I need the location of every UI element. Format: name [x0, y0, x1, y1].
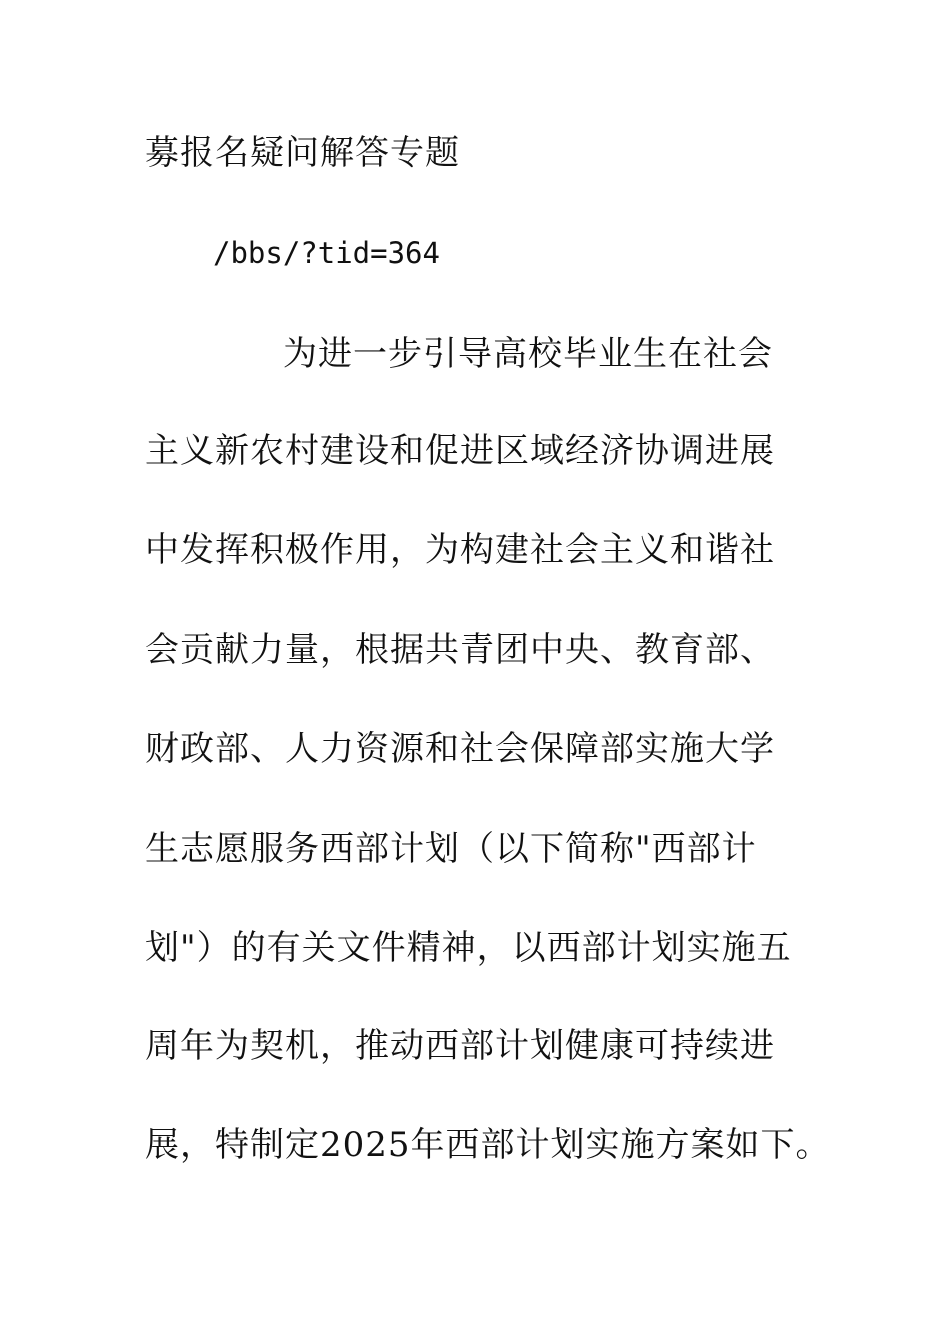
heading-line: 募报名疑问解答专题	[145, 133, 460, 173]
paragraph-line: 为进一步引导高校毕业生在社会	[283, 334, 773, 374]
paragraph-line: 中发挥积极作用，为构建社会主义和谐社	[145, 530, 775, 570]
paragraph-line: 展，特制定2025年西部计划实施方案如下。	[145, 1125, 831, 1165]
paragraph-line: 生志愿服务西部计划（以下简称"西部计	[145, 829, 757, 869]
paragraph-line: 主义新农村建设和促进区域经济协调进展	[145, 431, 775, 471]
paragraph-line: 周年为契机，推动西部计划健康可持续进	[145, 1026, 775, 1066]
paragraph-line: 划"）的有关文件精神，以西部计划实施五	[145, 928, 792, 968]
url-line: /bbs/?tid=364	[213, 236, 440, 270]
paragraph-line: 财政部、人力资源和社会保障部实施大学	[145, 729, 775, 769]
paragraph-line: 会贡献力量，根据共青团中央、教育部、	[145, 630, 775, 670]
